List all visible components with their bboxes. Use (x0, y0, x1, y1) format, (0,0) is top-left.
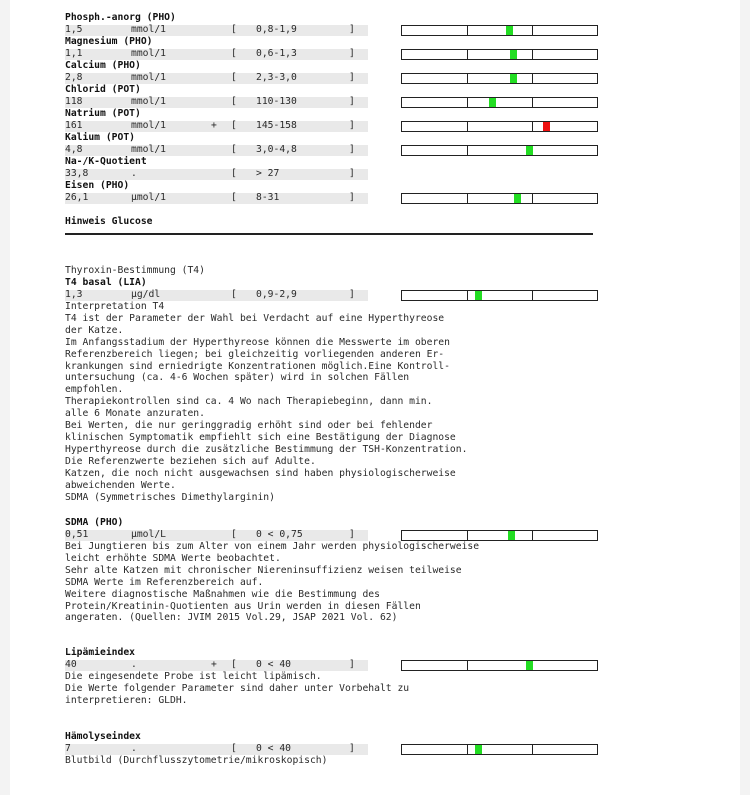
range-open-bracket: [ (231, 168, 237, 179)
result-value: 118 (65, 96, 83, 107)
range-close-bracket: ] (349, 529, 355, 540)
result-marker (510, 74, 517, 83)
range-open-bracket: [ (231, 120, 237, 131)
result-reference-range: 0 < 40 (256, 743, 291, 754)
result-value-band (65, 49, 368, 60)
result-reference-range: 8-31 (256, 192, 280, 203)
result-reference-range: 0 < 40 (256, 659, 291, 670)
result-unit: µmol/L (131, 529, 166, 540)
result-value: 1,5 (65, 24, 83, 35)
range-bar-divider (532, 50, 533, 59)
result-range-bar (401, 145, 598, 156)
report-page (10, 0, 740, 795)
result-value: 33,8 (65, 168, 89, 179)
range-bar-divider (467, 146, 468, 155)
sdma-interpretation-text: Bei Jungtieren bis zum Alter von einem Jahr werden physiologischerweise leicht erhöhte SDMA Werte beobachtet. Sehr alte Katzen mit chronischer Niereninsuffizienz weisen teilweise SDMA Werte im Referenzbereich auf. Weitere diagnostische Maßnahmen wie die Bestimmung des Protein/Kreatinin-Quotienten aus Urin werden in diesen Fällen angeraten. (Quellen: JVIM 2015 Vol.29, JSAP 2021 Vol. 62) (65, 541, 480, 624)
result-marker (489, 98, 496, 107)
range-close-bracket: ] (349, 96, 355, 107)
result-reference-range: 0,8-1,9 (256, 24, 297, 35)
range-open-bracket: [ (231, 529, 237, 540)
range-close-bracket: ] (349, 72, 355, 83)
result-value: 1,1 (65, 48, 83, 59)
result-title: Na-/K-Quotient (65, 156, 147, 167)
result-range-bar (401, 49, 598, 60)
range-bar-divider (467, 122, 468, 131)
range-open-bracket: [ (231, 192, 237, 203)
range-close-bracket: ] (349, 659, 355, 670)
range-close-bracket: ] (349, 48, 355, 59)
result-range-bar (401, 530, 598, 541)
range-open-bracket: [ (231, 289, 237, 300)
result-title: T4 basal (LIA) (65, 277, 147, 288)
result-value-band (65, 73, 368, 84)
range-bar-divider (467, 291, 468, 300)
haemolyse-interpretation-text: Blutbild (Durchflusszytometrie/mikroskopisch) (65, 755, 328, 766)
result-unit: mmol/1 (131, 24, 166, 35)
range-bar-divider (467, 531, 468, 540)
range-bar-divider (532, 74, 533, 83)
result-range-bar (401, 121, 598, 132)
result-reference-range: 0,9-2,9 (256, 289, 297, 300)
result-unit: mmol/1 (131, 144, 166, 155)
result-unit: mmol/1 (131, 120, 166, 131)
result-title: Kalium (POT) (65, 132, 135, 143)
result-title: Calcium (PHO) (65, 60, 141, 71)
result-reference-range: 3,0-4,8 (256, 144, 297, 155)
hinweis-heading: Hinweis Glucose (65, 216, 153, 227)
range-close-bracket: ] (349, 743, 355, 754)
result-value-band (65, 530, 368, 541)
result-unit: mmol/1 (131, 96, 166, 107)
result-reference-range: 145-158 (256, 120, 297, 131)
result-value: 161 (65, 120, 83, 131)
result-unit: mmol/1 (131, 72, 166, 83)
result-title: SDMA (PHO) (65, 517, 124, 528)
result-value: 0,51 (65, 529, 89, 540)
result-title: Lipämieindex (65, 647, 135, 658)
result-unit: . (131, 659, 137, 670)
result-reference-range: 110-130 (256, 96, 297, 107)
result-title: Magnesium (PHO) (65, 36, 153, 47)
result-range-bar (401, 193, 598, 204)
result-title: Eisen (PHO) (65, 180, 130, 191)
result-value: 7 (65, 743, 71, 754)
result-title: Chlorid (POT) (65, 84, 141, 95)
result-range-bar (401, 97, 598, 108)
range-bar-divider (467, 26, 468, 35)
result-title: Phosph.-anorg (PHO) (65, 12, 176, 23)
range-bar-divider (467, 661, 468, 670)
lipaemie-interpretation-text: Die eingesendete Probe ist leicht lipämisch. Die Werte folgender Parameter sind daher unter Vorbehalt zu interpretieren: GLDH. (65, 671, 410, 706)
result-value: 40 (65, 659, 77, 670)
range-open-bracket: [ (231, 659, 237, 670)
result-title: Natrium (POT) (65, 108, 141, 119)
range-bar-divider (532, 194, 533, 203)
range-bar-divider (532, 291, 533, 300)
range-open-bracket: [ (231, 96, 237, 107)
result-marker (506, 26, 513, 35)
result-unit: . (131, 168, 137, 179)
result-value-band (65, 744, 368, 755)
result-marker (475, 291, 482, 300)
result-marker (526, 661, 533, 670)
result-marker (526, 146, 533, 155)
result-unit: µg/dl (131, 289, 161, 300)
result-value: 2,8 (65, 72, 83, 83)
result-range-bar (401, 25, 598, 36)
range-bar-divider (532, 26, 533, 35)
result-unit: . (131, 743, 137, 754)
range-bar-divider (467, 98, 468, 107)
section-divider (65, 233, 593, 235)
t4-interpretation-text: Interpretation T4 T4 ist der Parameter der Wahl bei Verdacht auf eine Hyperthyreose der Katze. Im Anfangsstadium der Hyperthyreose können die Messwerte im oberen Referenzbereich liegen; bei gleichzeitig vorliegenden anderen Er- krankungen sind erniedrigte Konzentrationen möglich.Eine Kontroll- untersuchung (ca. 4-6 Wochen später) wird in solchen Fällen empfohlen. Therapiekontrollen sind ca. 4 Wo nach Therapiebeginn, dann min. alle 6 Monate anzuraten. Bei Werten, die nur geringgradig erhöht sind oder bei fehlender klinischen Symptomatik empfiehlt sich eine Bestätigung der Diagnose Hyperthyreose durch die zusätzliche Bestimmung der TSH-Konzentration. Die Referenzwerte beziehen sich auf Adulte. Katzen, die noch nicht ausgewachsen sind haben physiologischerweise abweichenden Werte. SDMA (Symmetrisches Dimethylarginin) (65, 301, 468, 503)
result-marker (508, 531, 515, 540)
result-value-band (65, 169, 368, 180)
range-bar-divider (532, 122, 533, 131)
range-bar-divider (467, 50, 468, 59)
result-value: 1,3 (65, 289, 83, 300)
range-bar-divider (467, 74, 468, 83)
range-close-bracket: ] (349, 168, 355, 179)
result-flag: + (211, 120, 217, 131)
result-unit: mmol/1 (131, 48, 166, 59)
range-bar-divider (532, 745, 533, 754)
range-open-bracket: [ (231, 743, 237, 754)
result-reference-range: 0,6-1,3 (256, 48, 297, 59)
result-marker (543, 122, 550, 131)
result-value-band (65, 290, 368, 301)
range-bar-divider (467, 194, 468, 203)
result-flag: + (211, 659, 217, 670)
result-range-bar (401, 290, 598, 301)
result-value-band (65, 97, 368, 108)
range-open-bracket: [ (231, 72, 237, 83)
result-range-bar (401, 660, 598, 671)
result-title: Hämolyseindex (65, 731, 141, 742)
result-reference-range: > 27 (256, 168, 280, 179)
result-marker (475, 745, 482, 754)
result-reference-range: 0 < 0,75 (256, 529, 303, 540)
range-bar-divider (467, 745, 468, 754)
result-value: 4,8 (65, 144, 83, 155)
thyroxin-heading: Thyroxin-Bestimmung (T4) (65, 265, 205, 276)
result-value-band (65, 193, 368, 204)
result-reference-range: 2,3-3,0 (256, 72, 297, 83)
result-range-bar (401, 73, 598, 84)
range-bar-divider (532, 98, 533, 107)
result-unit: µmol/1 (131, 192, 166, 203)
range-close-bracket: ] (349, 120, 355, 131)
range-bar-divider (532, 531, 533, 540)
range-close-bracket: ] (349, 144, 355, 155)
range-open-bracket: [ (231, 24, 237, 35)
result-value-band (65, 25, 368, 36)
range-close-bracket: ] (349, 24, 355, 35)
range-close-bracket: ] (349, 192, 355, 203)
range-close-bracket: ] (349, 289, 355, 300)
result-value-band (65, 145, 368, 156)
result-marker (514, 194, 521, 203)
range-open-bracket: [ (231, 48, 237, 59)
result-marker (510, 50, 517, 59)
result-range-bar (401, 744, 598, 755)
range-open-bracket: [ (231, 144, 237, 155)
result-value: 26,1 (65, 192, 89, 203)
